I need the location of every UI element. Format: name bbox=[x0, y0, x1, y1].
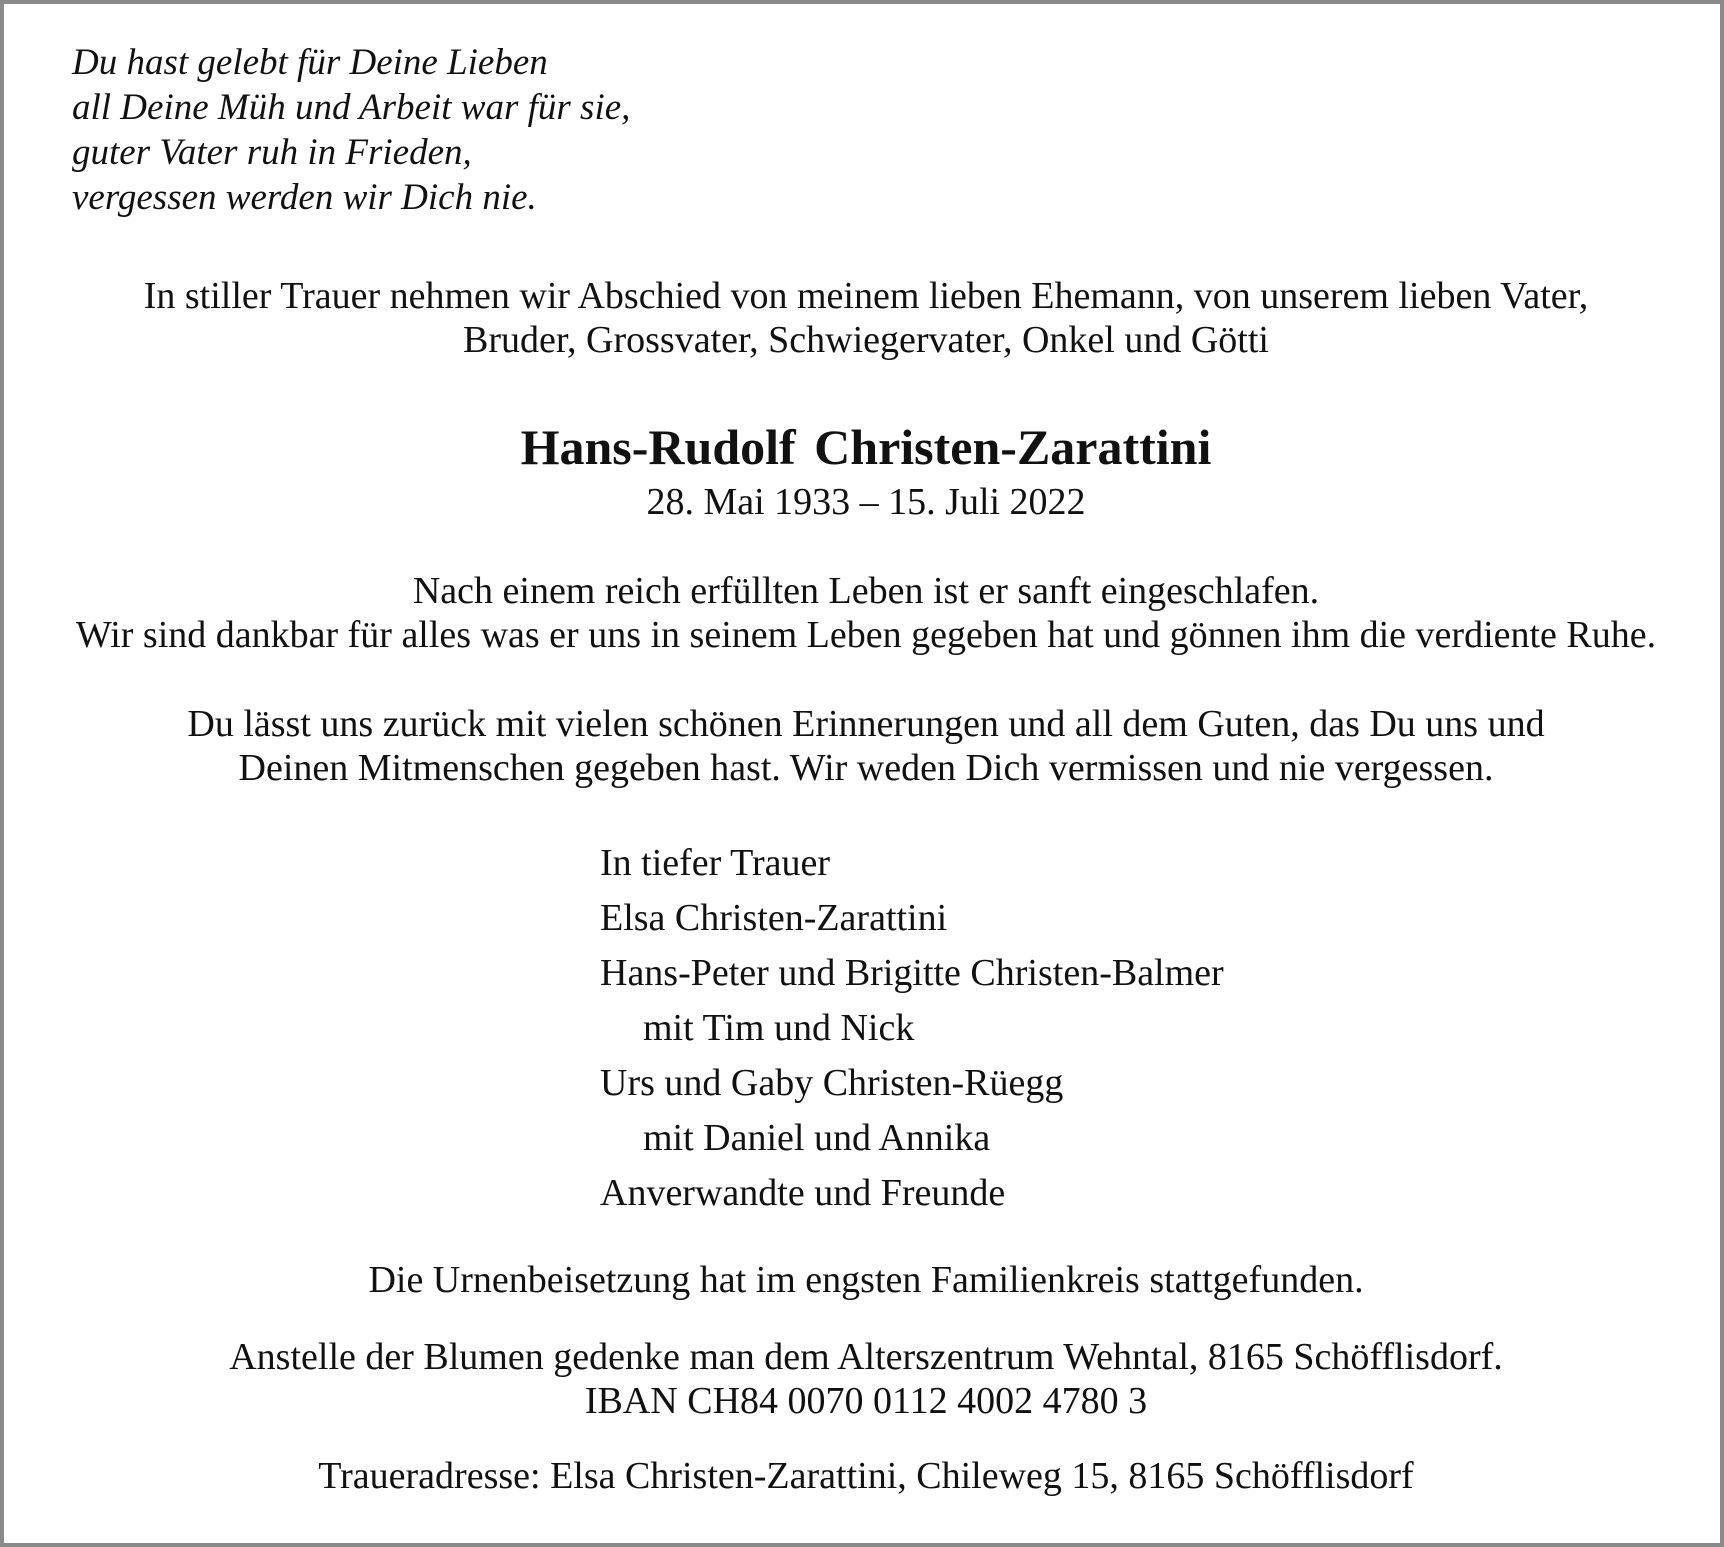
poem-line: all Deine Müh und Arbeit war für sie, bbox=[72, 87, 631, 128]
mourner-name: Urs und Gaby Christen-Rüegg bbox=[600, 1062, 1064, 1104]
donation-line: Anstelle der Blumen gedenke man dem Alterszentrum Wehntal, 8165 Schöfflisdorf. bbox=[229, 1336, 1503, 1378]
mourner-name: Anverwandte und Freunde bbox=[600, 1172, 1006, 1214]
deceased-name: Hans-Rudolf Christen-Zarattini bbox=[520, 419, 1212, 475]
burial-notice: Die Urnenbeisetzung hat im engsten Familienkreis stattgefunden. bbox=[368, 1259, 1364, 1301]
intro-text bbox=[4, 274, 1724, 362]
tribute-line: Deinen Mitmenschen gegeben hast. Wir weden Dich vermissen und nie vergessen. bbox=[238, 747, 1494, 789]
life-dates: 28. Mai 1933 – 15. Juli 2022 bbox=[646, 481, 1086, 523]
mourners-list bbox=[600, 836, 1224, 1221]
iban-line: IBAN CH84 0070 0112 4002 4780 3 bbox=[584, 1380, 1148, 1422]
mourners-heading: In tiefer Trauer bbox=[600, 842, 831, 884]
tribute-paragraph-1 bbox=[4, 569, 1724, 657]
poem-line: guter Vater ruh in Frieden, bbox=[72, 132, 472, 173]
tribute-line: Nach einem reich erfüllten Leben ist er sanft eingeschlafen. bbox=[412, 570, 1320, 612]
tribute-line: Du lässt uns zurück mit vielen schönen Erinnerungen und all dem Guten, das Du uns und bbox=[187, 703, 1545, 745]
mourner-children: mit Daniel und Annika bbox=[643, 1117, 991, 1159]
mourning-address: Traueradresse: Elsa Christen-Zarattini, Chileweg 15, 8165 Schöfflisdorf bbox=[318, 1455, 1414, 1497]
intro-line: Bruder, Grossvater, Schwiegervater, Onkel und Götti bbox=[463, 319, 1269, 361]
mourner-children: mit Tim und Nick bbox=[643, 1007, 915, 1049]
intro-line: In stiller Trauer nehmen wir Abschied von meinem lieben Ehemann, von unserem lieben Vater, bbox=[143, 275, 1589, 317]
tribute-paragraph-2 bbox=[4, 702, 1724, 790]
poem-line: Du hast gelebt für Deine Lieben bbox=[72, 42, 548, 83]
tribute-line: Wir sind dankbar für alles was er uns in seinem Leben gegeben hat und gönnen ihm die verdiente Ruhe. bbox=[75, 614, 1657, 656]
memorial-poem bbox=[72, 40, 630, 220]
mourner-name: Hans-Peter und Brigitte Christen-Balmer bbox=[600, 952, 1224, 994]
mourner-name: Elsa Christen-Zarattini bbox=[600, 897, 948, 939]
donation-notice bbox=[4, 1335, 1724, 1423]
poem-line: vergessen werden wir Dich nie. bbox=[72, 177, 537, 218]
